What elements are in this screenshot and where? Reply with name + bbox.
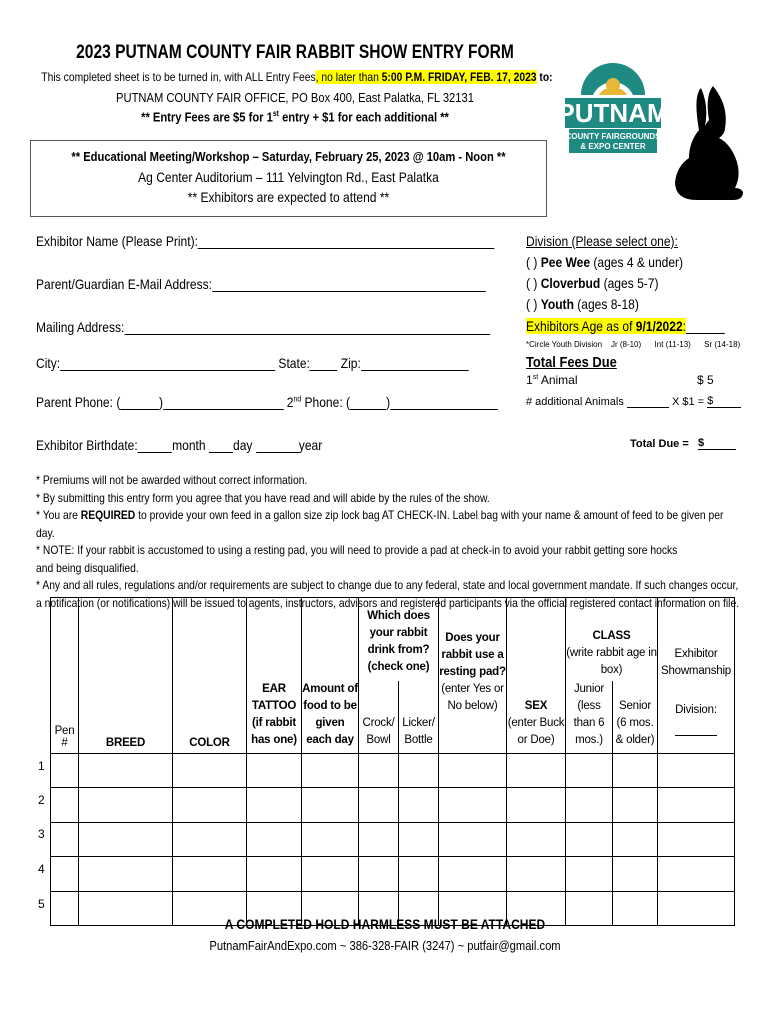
showmanship-text: Exhibitor Showmanship bbox=[660, 648, 732, 677]
cell[interactable] bbox=[247, 753, 302, 787]
cell[interactable] bbox=[51, 753, 79, 787]
cell[interactable] bbox=[359, 753, 399, 787]
meeting-box bbox=[30, 140, 547, 217]
cell[interactable] bbox=[439, 856, 507, 891]
exhibitor-name-label: Exhibitor Name (Please Print): bbox=[36, 233, 198, 249]
cell[interactable] bbox=[399, 787, 439, 822]
state-label: State: bbox=[278, 355, 310, 371]
zip-input[interactable] bbox=[361, 356, 469, 371]
licker-header: Licker/ Bottle bbox=[399, 681, 439, 754]
senior-sub: (6 mos. & older) bbox=[615, 716, 655, 746]
jr-option[interactable]: Jr (8-10) bbox=[610, 340, 642, 349]
birthdate-label: Exhibitor Birthdate: bbox=[36, 437, 138, 453]
cell[interactable] bbox=[507, 753, 566, 787]
note-feed-b: to provide your own feed in a gallon size zip lock bag AT CHECK-IN. Label bag with your name & amount of feed to be given per day. bbox=[36, 508, 724, 540]
youth-division-circle bbox=[526, 340, 740, 349]
putnam-logo bbox=[557, 65, 669, 165]
resting-pad-text: Does your rabbit use a resting pad? bbox=[439, 632, 506, 678]
parent-phone-label: Parent Phone: ( bbox=[36, 394, 121, 410]
mailing-label: Mailing Address: bbox=[36, 319, 125, 335]
phone2-label: 2nd Phone: ( bbox=[286, 394, 351, 410]
color-header: COLOR bbox=[173, 598, 247, 754]
showmanship-header bbox=[658, 598, 735, 754]
cell[interactable] bbox=[658, 753, 735, 787]
age-input[interactable] bbox=[686, 319, 725, 334]
city-input[interactable] bbox=[60, 356, 275, 371]
table-row bbox=[51, 753, 735, 787]
division-peewee[interactable]: ( ) Pee Wee (ages 4 & under) bbox=[526, 254, 684, 270]
sr-option[interactable]: Sr (14-18) bbox=[704, 340, 741, 349]
class-sub: (write rabbit age in box) bbox=[566, 647, 657, 676]
note-premiums: * Premiums will not be awarded without correct information. bbox=[36, 473, 308, 487]
cell[interactable] bbox=[613, 753, 658, 787]
cell[interactable] bbox=[399, 753, 439, 787]
showmanship-division bbox=[658, 702, 734, 736]
table-row bbox=[51, 787, 735, 822]
row-number: 1 bbox=[38, 759, 45, 773]
city-label: City: bbox=[36, 355, 61, 371]
senior-header bbox=[613, 681, 658, 754]
senior-text: Senior bbox=[618, 699, 652, 712]
age-as-of-label: Exhibitors Age as of bbox=[526, 318, 636, 334]
cell[interactable] bbox=[79, 856, 173, 891]
age-colon: : bbox=[682, 318, 686, 334]
entry-table bbox=[50, 597, 735, 926]
table-row bbox=[51, 856, 735, 891]
mailing-row bbox=[36, 319, 490, 335]
total-fees-title: Total Fees Due bbox=[526, 354, 617, 371]
deadline-highlight bbox=[316, 70, 537, 84]
exhibitor-name-row bbox=[36, 233, 495, 249]
month-label: month bbox=[172, 437, 206, 453]
mailing-input[interactable] bbox=[124, 320, 490, 335]
note-feed bbox=[36, 507, 741, 542]
junior-text: Junior bbox=[573, 682, 605, 695]
pen-header-text: Pen # bbox=[54, 724, 75, 749]
class-text: CLASS bbox=[592, 630, 631, 642]
cell[interactable] bbox=[173, 822, 247, 856]
note-agree: * By submitting this entry form you agree that you have read and will abide by the rules of the show. bbox=[36, 490, 490, 505]
sex-header bbox=[507, 598, 566, 754]
total-due-row bbox=[630, 437, 736, 450]
meeting-attend-note: ** Exhibitors are expected to attend ** bbox=[187, 189, 390, 205]
year-label: year bbox=[298, 437, 323, 453]
city-row bbox=[36, 355, 468, 371]
cell[interactable] bbox=[51, 856, 79, 891]
cell[interactable] bbox=[79, 822, 173, 856]
meeting-title: ** Educational Meeting/Workshop – Saturday, February 25, 2023 @ 10am - Noon ** bbox=[71, 149, 506, 164]
cell[interactable] bbox=[566, 856, 613, 891]
cell[interactable] bbox=[302, 822, 359, 856]
ear-tattoo-header: EAR TATTOO (if rabbit has one) bbox=[247, 598, 302, 754]
division-cloverbud[interactable]: ( ) Cloverbud (ages 5-7) bbox=[526, 275, 659, 291]
row-number: 4 bbox=[38, 862, 45, 876]
birthdate-row bbox=[36, 437, 322, 453]
cell[interactable] bbox=[359, 856, 399, 891]
resting-pad-header bbox=[439, 598, 507, 754]
cell[interactable] bbox=[173, 856, 247, 891]
logo-sub1: COUNTY FAIRGROUNDS bbox=[565, 132, 661, 141]
cell[interactable] bbox=[359, 787, 399, 822]
phone2-input[interactable] bbox=[390, 395, 498, 410]
total-due-dollar: $ bbox=[697, 437, 705, 449]
deadline-to: to: bbox=[536, 70, 553, 84]
additional-count-input[interactable] bbox=[627, 395, 669, 408]
deadline-text: This completed sheet is to be turned in, with ALL Entry Fees bbox=[41, 70, 316, 84]
cloverbud-ages: (ages 5-7) bbox=[600, 275, 659, 291]
cell[interactable] bbox=[566, 822, 613, 856]
cell[interactable] bbox=[399, 856, 439, 891]
feed-header: Amount of food to be given each day bbox=[302, 598, 359, 754]
phone2-area-input[interactable] bbox=[350, 395, 386, 410]
first-animal-label: 1st Animal bbox=[526, 373, 578, 387]
day-label: day bbox=[233, 437, 253, 453]
cell[interactable] bbox=[658, 822, 735, 856]
cell[interactable] bbox=[173, 787, 247, 822]
cell[interactable] bbox=[51, 822, 79, 856]
cell[interactable] bbox=[439, 787, 507, 822]
total-due-label: Total Due = bbox=[630, 438, 689, 450]
cell[interactable] bbox=[399, 822, 439, 856]
cell[interactable] bbox=[439, 822, 507, 856]
age-as-of-highlight bbox=[526, 318, 686, 334]
note-feed-required: REQUIRED bbox=[80, 508, 136, 522]
note-rules: * Any and all rules, regulations and/or requirements are subject to change due to any federal, state and local government mandate. If such changes occur, a notification (or notifications) will be issued to agents, instructors, advisors and registered participants via the official registered contact information on file. bbox=[36, 578, 740, 610]
youth-label: Youth bbox=[540, 296, 574, 312]
age-as-of-date: 9/1/2022 bbox=[635, 318, 683, 334]
total-due-input[interactable] bbox=[698, 437, 736, 450]
additional-animals-label: # additional Animals bbox=[526, 396, 624, 408]
youth-ages: (ages 8-18) bbox=[573, 296, 639, 312]
hold-harmless-note: A COMPLETED HOLD HARMLESS MUST BE ATTACHED bbox=[224, 916, 546, 932]
cell[interactable] bbox=[247, 856, 302, 891]
cell[interactable] bbox=[507, 856, 566, 891]
junior-sub: (less than 6 mos.) bbox=[573, 699, 605, 746]
form-title: 2023 PUTNAM COUNTY FAIR RABBIT SHOW ENTRY FORM bbox=[76, 42, 514, 63]
division-title: Division (Please select one): bbox=[526, 233, 678, 249]
cell[interactable] bbox=[302, 787, 359, 822]
cell[interactable] bbox=[439, 753, 507, 787]
phone-row bbox=[36, 394, 498, 410]
division-youth[interactable]: ( ) Youth (ages 8-18) bbox=[526, 296, 639, 312]
notes-block bbox=[36, 472, 741, 612]
additional-dollar: $ bbox=[707, 395, 714, 407]
class-header bbox=[566, 598, 658, 681]
exhibitor-name-input[interactable] bbox=[198, 234, 495, 249]
day-input[interactable] bbox=[209, 438, 233, 453]
year-input[interactable] bbox=[256, 438, 299, 453]
phone2-paren-close: ) bbox=[386, 394, 391, 410]
state-input[interactable] bbox=[310, 356, 338, 371]
first-animal-amount: $ 5 bbox=[697, 373, 714, 387]
deadline-date: 5:00 P.M. FRIDAY, FEB. 17, 2023 bbox=[381, 70, 537, 84]
deadline-text-b: , no later than bbox=[315, 70, 382, 84]
logo-name: PUTNAM bbox=[557, 98, 669, 128]
meeting-location: Ag Center Auditorium – 111 Yelvington Rd., East Palatka bbox=[138, 169, 439, 185]
cell[interactable] bbox=[247, 787, 302, 822]
breed-header: BREED bbox=[79, 598, 173, 754]
entry-fees-note: ** Entry Fees are $5 for 1st entry + $1 for each additional ** bbox=[141, 109, 449, 125]
cell[interactable] bbox=[658, 856, 735, 891]
month-input[interactable] bbox=[138, 438, 172, 453]
cell[interactable] bbox=[613, 787, 658, 822]
cloverbud-label: Cloverbud bbox=[540, 275, 601, 291]
cell[interactable] bbox=[79, 753, 173, 787]
junior-header bbox=[566, 681, 613, 754]
circle-note: *Circle Youth Division bbox=[526, 340, 603, 349]
contact-line: PutnamFairAndExpo.com ~ 386-328-FAIR (3247) ~ putfair@gmail.com bbox=[209, 938, 561, 953]
cell[interactable] bbox=[566, 787, 613, 822]
drink-header: Which does your rabbit drink from? (check one) bbox=[359, 598, 439, 681]
additional-animals-row bbox=[526, 395, 741, 408]
sex-sub: (enter Buck or Doe) bbox=[507, 716, 565, 746]
cell[interactable] bbox=[566, 753, 613, 787]
note-feed-a: * You are bbox=[36, 508, 81, 522]
row-number: 5 bbox=[38, 897, 45, 911]
showmanship-division-label: Division: bbox=[675, 704, 717, 716]
cell[interactable] bbox=[507, 787, 566, 822]
crock-header: Crock/ Bowl bbox=[359, 681, 399, 754]
cell[interactable] bbox=[359, 822, 399, 856]
sex-text: SEX bbox=[524, 699, 548, 712]
paren-close: ) bbox=[159, 394, 164, 410]
rabbit-silhouette-icon bbox=[665, 82, 745, 202]
age-as-of-row bbox=[526, 318, 725, 334]
pen-header bbox=[51, 598, 79, 754]
peewee-ages: (ages 4 & under) bbox=[590, 254, 684, 270]
cell[interactable] bbox=[302, 753, 359, 787]
zip-label: Zip: bbox=[340, 355, 361, 371]
cell[interactable] bbox=[302, 856, 359, 891]
resting-pad-sub: (enter Yes or No below) bbox=[441, 683, 504, 712]
additional-total-input[interactable] bbox=[707, 395, 741, 408]
parent-phone-input[interactable] bbox=[163, 395, 283, 410]
parent-phone-area-input[interactable] bbox=[120, 395, 159, 410]
peewee-label: Pee Wee bbox=[540, 254, 591, 270]
deadline-line bbox=[41, 70, 553, 84]
office-address: PUTNAM COUNTY FAIR OFFICE, PO Box 400, East Palatka, FL 32131 bbox=[116, 90, 474, 105]
cell[interactable] bbox=[613, 822, 658, 856]
note-pad: * NOTE: If your rabbit is accustomed to using a resting pad, you will need to provide a pad at check-in to avoid your rabbit getting sore hocks and being disqualified. bbox=[36, 543, 678, 575]
cell[interactable] bbox=[173, 753, 247, 787]
table-row bbox=[51, 822, 735, 856]
cell[interactable] bbox=[79, 787, 173, 822]
parent-email-row bbox=[36, 276, 485, 292]
additional-multiplier: X $1 = bbox=[671, 396, 708, 408]
cell[interactable] bbox=[507, 822, 566, 856]
row-number: 3 bbox=[38, 827, 45, 841]
cell[interactable] bbox=[51, 787, 79, 822]
int-option[interactable]: Int (11-13) bbox=[654, 340, 691, 349]
row-number: 2 bbox=[38, 793, 45, 807]
cell[interactable] bbox=[247, 822, 302, 856]
cell[interactable] bbox=[658, 787, 735, 822]
cell[interactable] bbox=[613, 856, 658, 891]
parent-email-label: Parent/Guardian E-Mail Address: bbox=[36, 276, 213, 292]
showmanship-division-input[interactable] bbox=[675, 725, 717, 736]
logo-sub2: & EXPO CENTER bbox=[580, 142, 646, 151]
parent-email-input[interactable] bbox=[212, 277, 485, 292]
